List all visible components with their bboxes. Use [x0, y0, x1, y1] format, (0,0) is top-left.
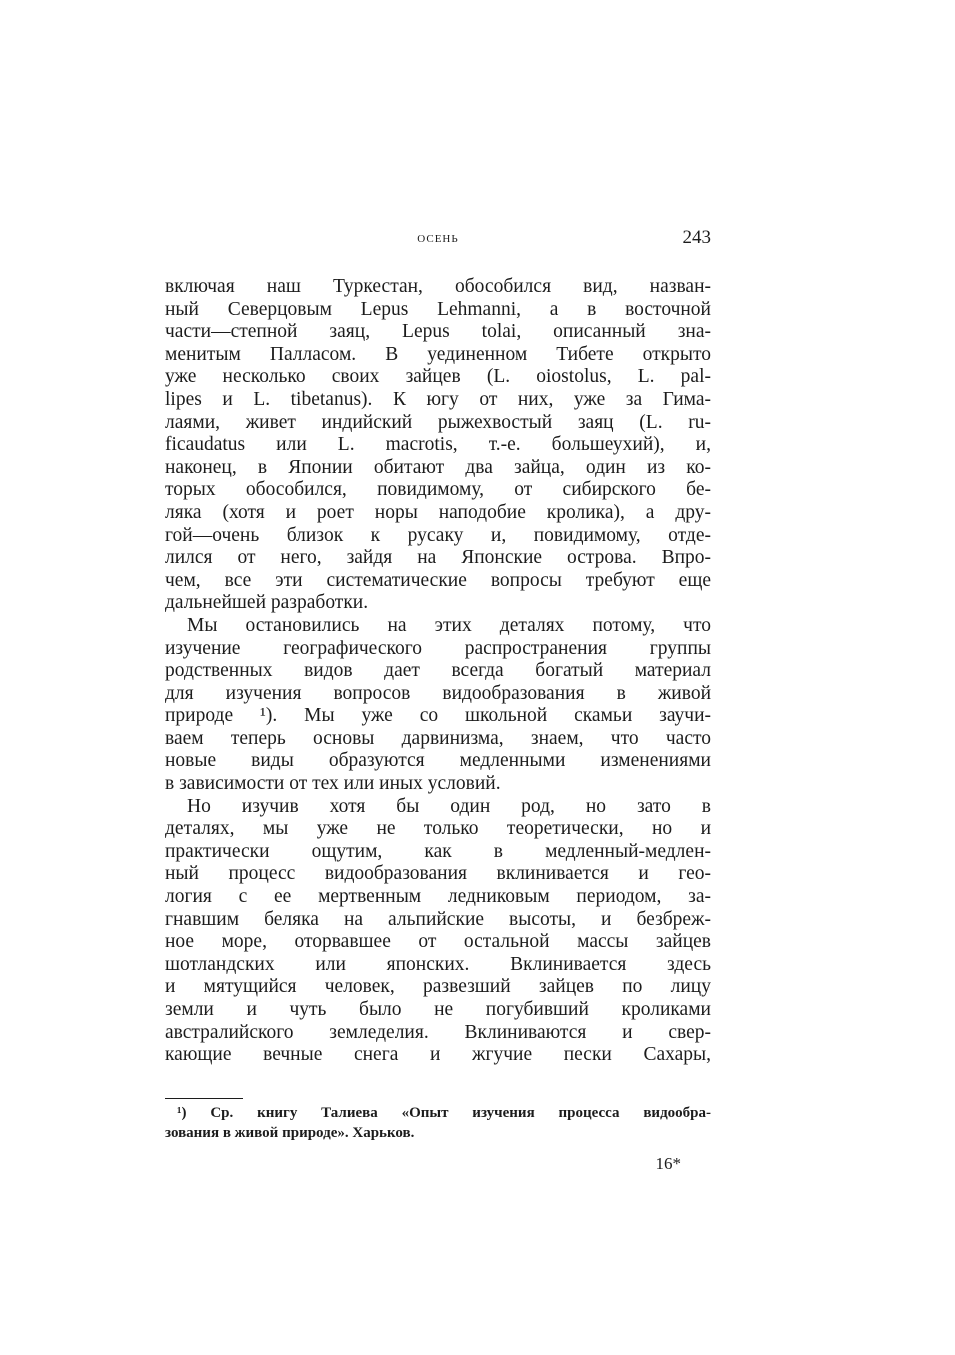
text-line: ный Северцовым Lepus Lehmanni, а в восточной — [165, 298, 711, 320]
text-line: шотландских или японских. Вклинивается здесь — [165, 953, 711, 975]
text-line: ный процесс видообразования вклинивается и гео- — [165, 863, 711, 885]
paragraph-1 — [165, 276, 711, 615]
text-line: австралийского земледелия. Вклиниваются и свер- — [165, 1021, 711, 1043]
text-line: родственных видов дает всегда богатый материал — [165, 660, 711, 682]
text-line: торых обособился, повидимому, от сибирского бе- — [165, 479, 711, 501]
text-line: lipes и L. tibetanus). К югу от них, уже за Гима- — [165, 388, 711, 410]
text-line: части—степной заяц, Lepus tolai, описанный зна- — [165, 321, 711, 343]
text-line: логия с ее мертвенным ледниковым периодом, за- — [165, 886, 711, 908]
text-line: в зависимости от тех или иных условий. — [165, 773, 501, 795]
text-line: для изучения вопросов видообразования в живой — [165, 682, 711, 704]
running-title: осень — [417, 230, 459, 246]
text-line: ваем теперь основы дарвинизма, знаем, что часто — [165, 727, 711, 749]
text-line: практически ощутим, как в медленный-медлен- — [165, 840, 711, 862]
page-number: 243 — [682, 227, 711, 248]
text-line: уже несколько своих зайцев (L. oiostolus, L. pal- — [165, 366, 711, 388]
footnote — [165, 1103, 711, 1143]
footnote-divider — [165, 1098, 243, 1099]
text-line: ficaudatus или L. macrotis, т.-е. большеухий), и, — [165, 434, 711, 456]
text-line: дальнейшей разработки. — [165, 592, 369, 614]
text-line: земли и чуть было не погубивший кроликами — [165, 999, 711, 1020]
text-line: новые виды образуются медленными изменениями — [165, 750, 711, 772]
text-line: деталях, мы уже не только теоретически, но и — [165, 818, 711, 840]
text-line: лился от него, зайдя на Японские острова. Впро- — [165, 547, 711, 569]
text-line: и мятущийся человек, развезший зайцев по лицу — [165, 976, 711, 998]
text-line: наконец, в Японии обитают два зайца, один из ко- — [165, 456, 711, 478]
text-line: чем, все эти систематические вопросы требуют еще — [165, 569, 711, 591]
text-line: Мы остановились на этих деталях потому, что — [187, 614, 711, 636]
running-head — [165, 226, 711, 250]
text-line: гнавшим беляка на альпийские высоты, и безбреж- — [165, 908, 711, 930]
text-line: Но изучив хотя бы один род, но зато в — [187, 795, 711, 817]
text-line: изучение географического распространения группы — [165, 637, 711, 659]
footnote-line: ¹) Ср. книгу Талиева «Опыт изучения процесса видообра- — [177, 1105, 711, 1121]
paragraph-2 — [165, 615, 711, 796]
text-line: включая наш Туркестан, обособился вид, назван- — [165, 276, 711, 297]
body-text — [165, 276, 711, 1067]
text-line: лаями, живет индийский рыжехвостый заяц (L. ru- — [165, 411, 711, 433]
text-line: менитым Палласом. В уединенном Тибете открыто — [165, 343, 711, 365]
text-line: природе ¹). Мы уже со школьной скамьи заучи- — [165, 705, 711, 727]
text-line: ное море, оторвавшее от остальной массы зайцев — [165, 931, 711, 953]
paragraph-3 — [165, 796, 711, 1067]
footnote-line: зования в живой природе». Харьков. — [165, 1125, 415, 1141]
text-line: гой—очень близок к русаку и, повидимому, отде- — [165, 524, 711, 546]
printer-signature-mark: 16* — [655, 1154, 681, 1173]
text-line: ляка (хотя и роет норы наподобие кролика), а дру- — [165, 501, 711, 523]
text-line: кающие вечные снега и жгучие пески Сахары, — [165, 1044, 711, 1066]
